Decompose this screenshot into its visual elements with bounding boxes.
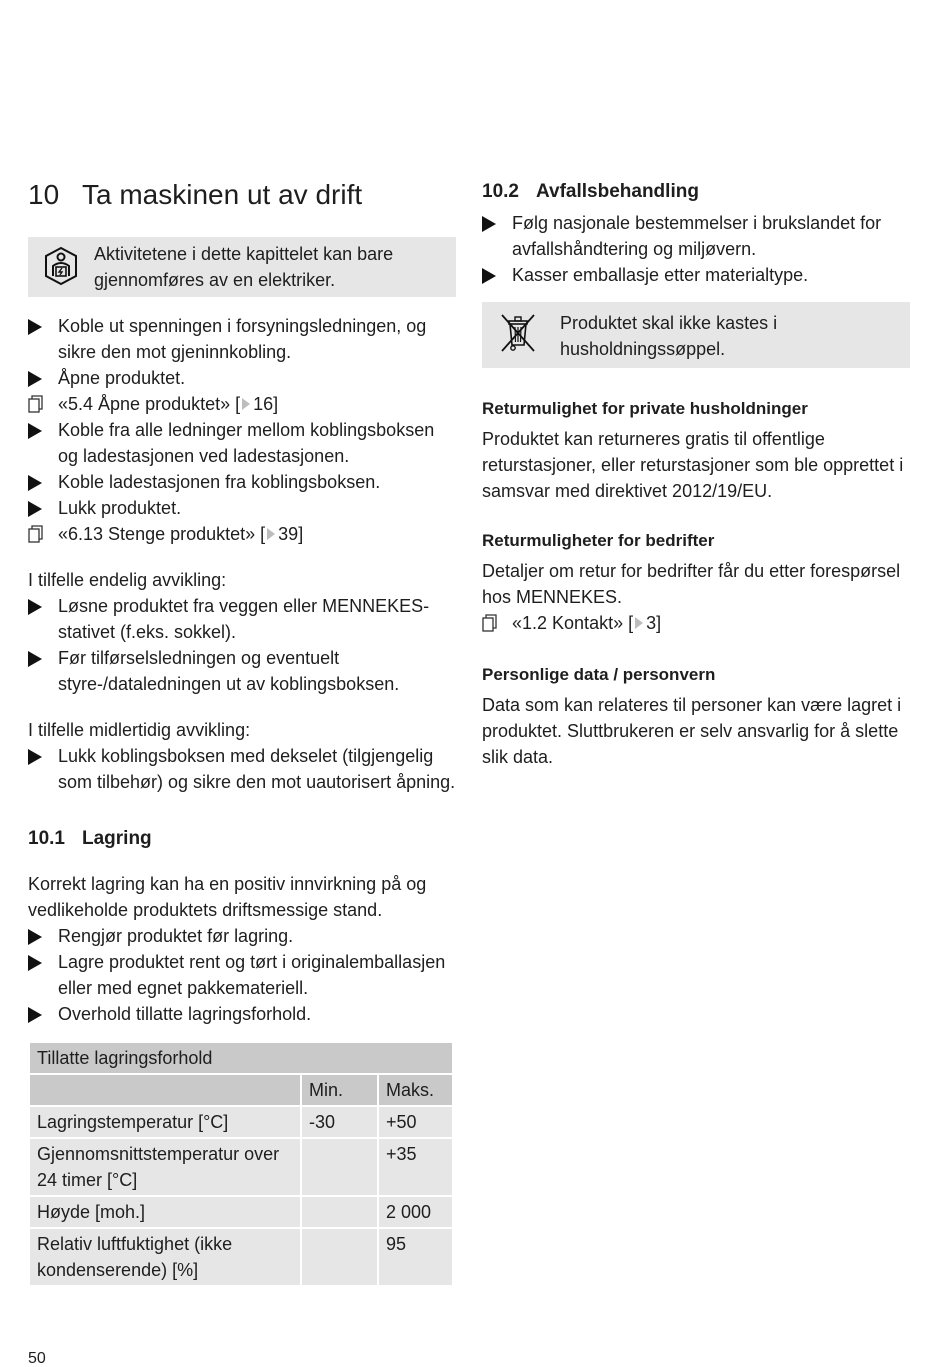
- crossed-out-bin-icon: [490, 308, 546, 358]
- table-caption-row: [29, 1042, 453, 1074]
- privacy-text: Data som kan relateres til personer kan være lagret i produktet. Sluttbrukeren er selv ansvarlig for å slette slik data.: [482, 695, 902, 767]
- document-reference-icon: [482, 610, 512, 632]
- list-item[interactable]: [482, 610, 912, 636]
- electrician-note-text: Aktivitetene i dette kapittelet kan bare gjennomføres av en elektriker.: [94, 244, 394, 290]
- business-return-heading: Returmuligheter for bedrifter: [482, 531, 715, 550]
- cross-reference-link[interactable]: «6.13 Stenge produktet» [ 39]: [58, 524, 304, 544]
- step-text: Før tilførselsledningen og eventuelt styre-/dataledningen ut av koblingsboksen.: [58, 648, 400, 694]
- row-label: Høyde [moh.]: [29, 1196, 301, 1228]
- arrow-bullet-icon: [28, 313, 58, 335]
- step-text: Løsne produktet fra veggen eller MENNEKES-stativet (f.eks. sokkel).: [58, 596, 430, 642]
- arrow-bullet-icon: [482, 262, 512, 284]
- step-text: Følg nasjonale bestemmelser i brukslandet for avfallshåndtering og miljøvern.: [512, 213, 882, 259]
- storage-steps-list: [28, 923, 456, 1027]
- chapter-heading: [28, 175, 456, 215]
- chapter-title: Ta maskinen ut av drift: [82, 179, 363, 210]
- arrow-bullet-icon: [28, 495, 58, 517]
- list-item: [482, 262, 912, 288]
- privacy-heading: Personlige data / personvern: [482, 665, 716, 684]
- row-max: +50: [378, 1106, 453, 1138]
- table-header-row: [29, 1074, 453, 1106]
- list-item: [28, 949, 456, 1001]
- arrow-bullet-icon: [28, 365, 58, 387]
- right-column: [482, 178, 912, 770]
- list-item: [28, 1001, 456, 1027]
- storage-heading: [28, 825, 456, 853]
- list-item: [28, 417, 456, 469]
- step-text: Kasser emballasje etter materialtype.: [512, 265, 809, 285]
- row-label: Relativ luftfuktighet (ikke kondenserende) [%]: [29, 1228, 301, 1286]
- page-arrow-icon: [267, 528, 275, 540]
- page-number: 50: [28, 1350, 46, 1367]
- column-header-max: Maks.: [378, 1074, 453, 1106]
- left-column: [28, 175, 456, 1287]
- section-number: 10.2: [482, 181, 519, 202]
- business-ref-list: [482, 610, 912, 636]
- arrow-bullet-icon: [28, 1001, 58, 1023]
- step-text: Rengjør produktet før lagring.: [58, 926, 294, 946]
- storage-conditions-table: [28, 1041, 454, 1287]
- weee-note: [482, 302, 910, 368]
- disposal-heading: [482, 178, 912, 206]
- list-item: [28, 923, 456, 949]
- private-return-text: Produktet kan returneres gratis til offentlige returstasjoner, eller returstasjoner som ble opprettet i samsvar med direktivet 2012/19/EU.: [482, 429, 904, 501]
- table-row: [29, 1106, 453, 1138]
- step-text: Lagre produktet rent og tørt i originalemballasjen eller med egnet pakkemateriell.: [58, 952, 446, 998]
- row-min: [301, 1138, 378, 1196]
- row-label: Gjennomsnittstemperatur over 24 timer [°C]: [29, 1138, 301, 1196]
- section-title: Avfallsbehandling: [536, 181, 699, 202]
- storage-intro: Korrekt lagring kan ha en positiv innvirkning på og vedlikeholde produktets driftsmessige stand.: [28, 874, 427, 920]
- row-max: 2 000: [378, 1196, 453, 1228]
- row-min: [301, 1196, 378, 1228]
- list-item[interactable]: [28, 521, 456, 547]
- row-max: +35: [378, 1138, 453, 1196]
- row-min: [301, 1228, 378, 1286]
- document-reference-icon: [28, 521, 58, 543]
- list-item: [28, 469, 456, 495]
- list-item: [28, 743, 456, 795]
- list-item[interactable]: [28, 391, 456, 417]
- page-arrow-icon: [635, 617, 643, 629]
- private-return-heading: Returmulighet for private husholdninger: [482, 399, 808, 418]
- list-item: [482, 210, 912, 262]
- step-text: Overhold tillatte lagringsforhold.: [58, 1004, 312, 1024]
- row-min: -30: [301, 1106, 378, 1138]
- table-caption: Tillatte lagringsforhold: [29, 1042, 453, 1074]
- arrow-bullet-icon: [28, 417, 58, 439]
- temporary-steps-list: [28, 743, 456, 795]
- step-text: Lukk koblingsboksen med dekselet (tilgjengelig som tilbehør) og sikre den mot uautorisert åpning.: [58, 746, 456, 792]
- arrow-bullet-icon: [28, 743, 58, 765]
- temporary-decommission-intro: I tilfelle midlertidig avvikling:: [28, 720, 251, 740]
- list-item: [28, 645, 456, 697]
- business-return-text: Detaljer om retur for bedrifter får du etter forespørsel hos MENNEKES.: [482, 561, 901, 607]
- arrow-bullet-icon: [28, 593, 58, 615]
- final-steps-list: [28, 593, 456, 697]
- list-item: [28, 313, 456, 365]
- table-row: [29, 1138, 453, 1196]
- final-decommission-intro: I tilfelle endelig avvikling:: [28, 570, 227, 590]
- cross-reference-link[interactable]: «5.4 Åpne produktet» [ 16]: [58, 394, 279, 414]
- section-number: 10.1: [28, 828, 65, 849]
- step-text: Lukk produktet.: [58, 498, 182, 518]
- table-row: [29, 1196, 453, 1228]
- section-title: Lagring: [82, 828, 152, 849]
- weee-note-text: Produktet skal ikke kastes i husholdningssøppel.: [560, 313, 778, 359]
- cross-reference-link[interactable]: «1.2 Kontakt» [ 3]: [512, 613, 662, 633]
- list-item: [28, 593, 456, 645]
- document-reference-icon: [28, 391, 58, 413]
- arrow-bullet-icon: [28, 469, 58, 491]
- list-item: [28, 365, 456, 391]
- row-label: Lagringstemperatur [°C]: [29, 1106, 301, 1138]
- electrician-note: [28, 237, 456, 297]
- step-text: Koble ut spenningen i forsyningsledningen, og sikre den mot gjeninnkobling.: [58, 316, 427, 362]
- page-arrow-icon: [242, 398, 250, 410]
- list-item: [28, 495, 456, 521]
- step-text: Koble fra alle ledninger mellom koblingsboksen og ladestasjonen ved ladestasjonen.: [58, 420, 435, 466]
- table-row: [29, 1228, 453, 1286]
- row-max: 95: [378, 1228, 453, 1286]
- arrow-bullet-icon: [28, 645, 58, 667]
- column-header-min: Min.: [301, 1074, 378, 1106]
- main-steps-list: [28, 313, 456, 547]
- step-text: Koble ladestasjonen fra koblingsboksen.: [58, 472, 381, 492]
- step-text: Åpne produktet.: [58, 368, 186, 388]
- arrow-bullet-icon: [28, 949, 58, 971]
- disposal-steps-list: [482, 210, 912, 288]
- arrow-bullet-icon: [28, 923, 58, 945]
- chapter-number: 10: [28, 179, 60, 210]
- arrow-bullet-icon: [482, 210, 512, 232]
- electrician-icon: [36, 241, 86, 291]
